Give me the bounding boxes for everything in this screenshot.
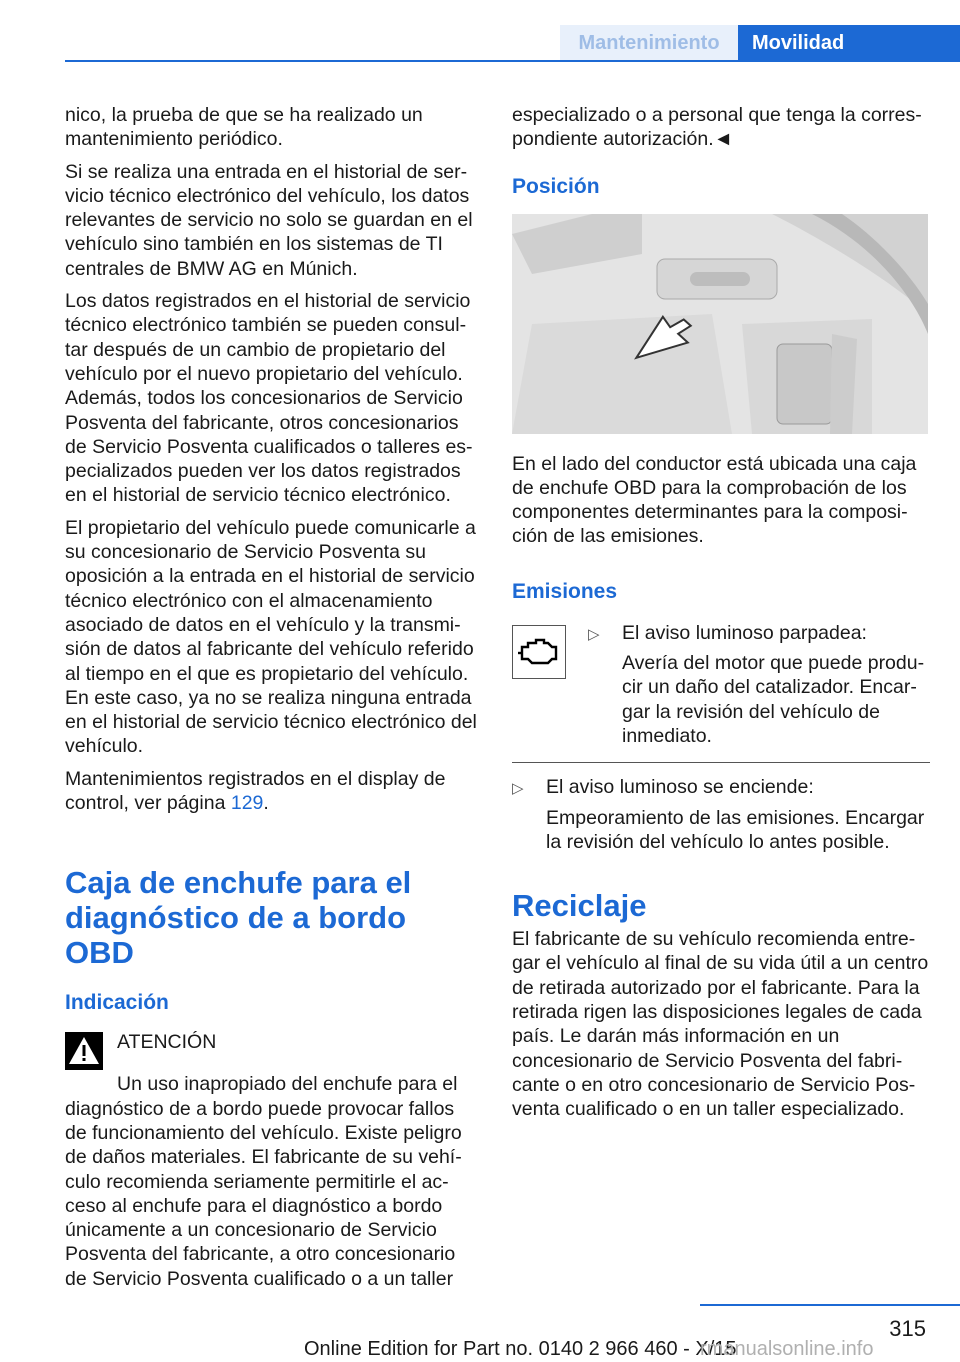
warning-text bbox=[65, 1072, 481, 1291]
paragraph: nico, la prueba de que se ha realizado un mantenimiento periódico. bbox=[65, 104, 423, 151]
page-link[interactable]: 129 bbox=[230, 792, 264, 815]
paragraph-end: . bbox=[263, 792, 269, 815]
warning-body: Un uso inapropiado del enchufe para el diagnóstico de a bordo puede provocar fallos de funcionamiento del vehículo. Existe peligro de daños materiales. El fabricante de su vehículo recomienda seriamente permitirle el acceso al enchufe para el diagnóstico a bordo únicamente a un concesionario de Servicio Posventa del fabricante, a otro concesionario de Servicio Posventa cualificado o a un taller bbox=[65, 1073, 462, 1290]
warning-block bbox=[65, 1030, 481, 1070]
section-title-reciclaje: Reciclaje bbox=[512, 888, 647, 924]
item-text: Empeoramiento de las emisiones. Encargar la revisión del vehículo lo antes posible. bbox=[546, 806, 925, 853]
list-item bbox=[588, 621, 930, 748]
paragraph: En el lado del conductor está ubicada una caja de enchufe OBD para la comprobación de los componentes determinantes para la composición de las emisiones. bbox=[512, 452, 917, 548]
paragraph: El propietario del vehículo puede comunicarle a su concesionario de Servicio Posventa su oposición a la entrada en el historial de servicio técnico electrónico con el almacenamiento asociado de datos en el vehículo y la transmisión de datos al fabricante del vehículo referido al tiempo en el que es propietario del vehículo. En este caso, ya no se realiza ninguna entrada en el historial de servicio técnico electrónico del vehículo. bbox=[65, 516, 477, 758]
tab-mantenimiento[interactable]: Mantenimiento bbox=[560, 25, 738, 62]
footer-rule bbox=[700, 1304, 960, 1306]
obd-location-photo bbox=[512, 214, 928, 434]
warning-head: ATENCIÓN bbox=[117, 1031, 217, 1054]
triangle-bullet-icon: ▷ bbox=[512, 780, 524, 798]
paragraph bbox=[65, 767, 481, 816]
paragraph-text: Mantenimientos registrados en el display de control, ver página bbox=[65, 767, 446, 815]
emissions-block bbox=[512, 621, 930, 762]
emissions-list bbox=[588, 621, 930, 762]
subsection-title-emisiones: Emisiones bbox=[512, 579, 618, 603]
paragraph: Los datos registrados en el historial de servicio técnico electrónico también se pueden consultar después de un cambio de propietario del vehículo por el nuevo propietario del vehículo. Además, todos los concesionarios de Servicio Posventa del fabricante, otros concesionarios de Servicio Posventa cualificados o talleres especializados pueden ver los datos registrados en el historial de servicio técnico electrónico. bbox=[65, 290, 473, 507]
paragraph: especializado o a personal que tenga la correspondiente autorización.◄ bbox=[512, 104, 922, 151]
item-title: El aviso luminoso parpadea: bbox=[622, 621, 867, 644]
separator bbox=[512, 762, 930, 763]
subsection-title-indicacion: Indicación bbox=[65, 991, 169, 1015]
header-rule bbox=[65, 60, 960, 62]
subsection-title-posicion: Posición bbox=[512, 174, 600, 198]
right-column bbox=[512, 103, 930, 1130]
section-title-obd: Caja de enchufe para el diagnóstico de a bordo OBD bbox=[65, 865, 412, 971]
item-text: Avería del motor que puede producir un daño del catalizador. Encargar la revisión del vehículo de inmediato. bbox=[622, 652, 925, 747]
triangle-bullet-icon: ▷ bbox=[588, 625, 600, 643]
paragraph: El fabricante de su vehículo recomienda entregar el vehículo al final de su vida útil a un centro de retirada autorizado por el fabricante. Para la retirada rigen las disposiciones legales de cada país. Le darán más información en un concesionario de Servicio Posventa del fabricante o en otro concesionario de Servicio Posventa cualificado o en un taller especializado. bbox=[512, 928, 929, 1121]
page-number: 315 bbox=[889, 1316, 926, 1341]
item-title: El aviso luminoso se enciende: bbox=[546, 776, 814, 799]
left-column bbox=[65, 103, 481, 1291]
paragraph: Si se realiza una entrada en el historial de servicio técnico electrónico del vehículo, los datos relevantes de servicio no solo se guardan en el vehículo sino también en los sistemas de TI centrales de BMW AG en Múnich. bbox=[65, 160, 473, 280]
engine-warning-icon bbox=[512, 625, 566, 679]
warning-icon bbox=[65, 1032, 103, 1070]
watermark: rmanualsonline.info bbox=[700, 1338, 874, 1360]
list-item bbox=[512, 775, 930, 854]
tab-movilidad[interactable]: Movilidad bbox=[738, 25, 960, 62]
edition-note: Online Edition for Part no. 0140 2 966 460 - X/15 bbox=[304, 1338, 737, 1360]
